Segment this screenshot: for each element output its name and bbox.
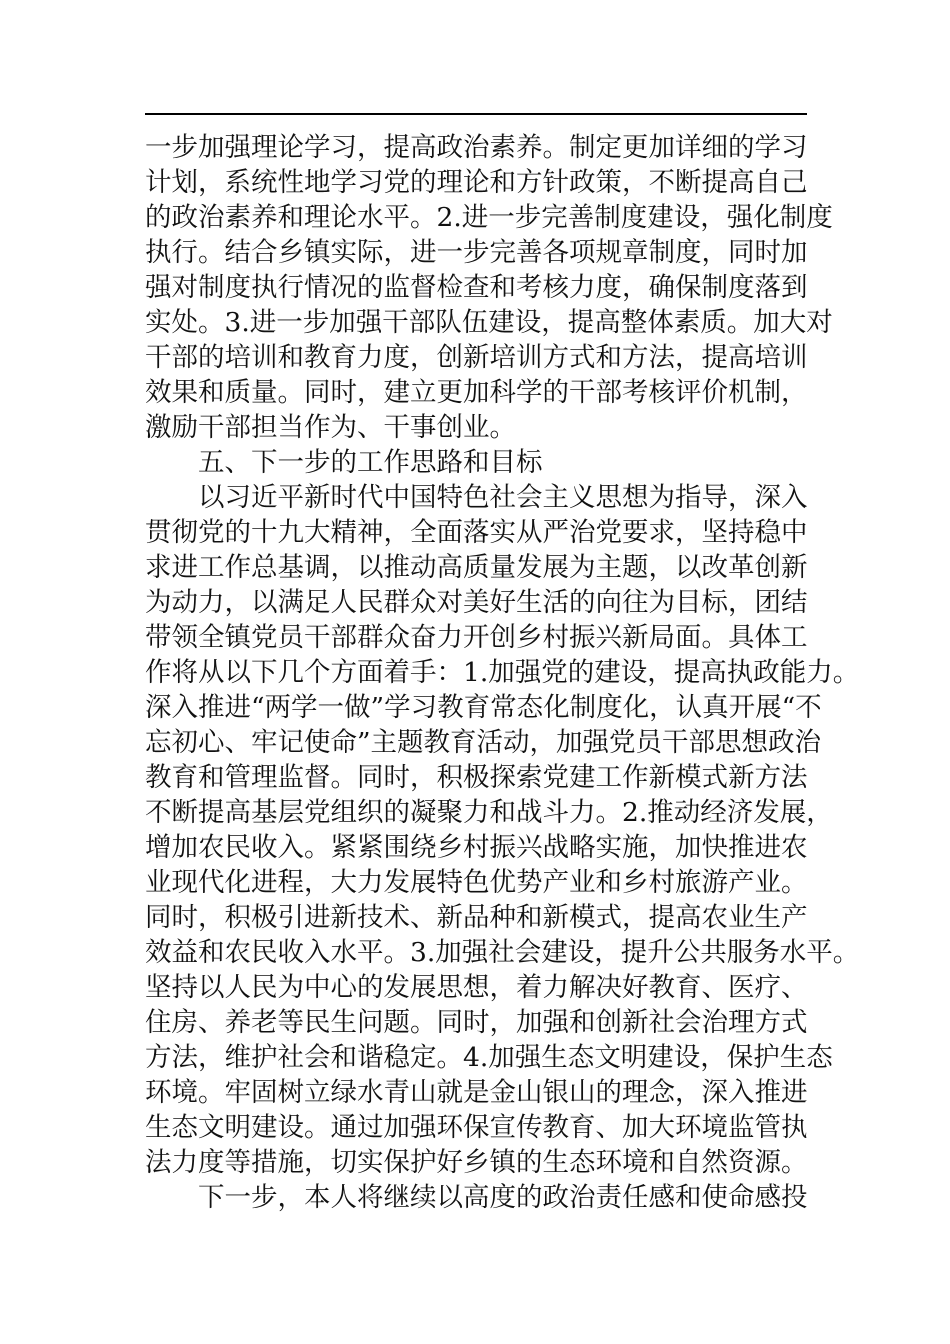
body-line: 深入推进“两学一做”学习教育常态化制度化，认真开展“不 [145, 692, 822, 723]
body-line: 业现代化进程，大力发展特色优势产业和乡村旅游产业。 [145, 867, 808, 898]
body-line: 贯彻党的十九大精神，全面落实从严治党要求，坚持稳中 [145, 517, 808, 548]
body-line: 强对制度执行情况的监督检查和考核力度，确保制度落到 [145, 272, 808, 303]
section-heading: 五、下一步的工作思路和目标 [198, 447, 543, 478]
body-line: 法力度等措施，切实保护好乡镇的生态环境和自然资源。 [145, 1147, 808, 1178]
body-line: 下一步，本人将继续以高度的政治责任感和使命感投 [198, 1182, 808, 1213]
body-line: 的政治素养和理论水平。2.进一步完善制度建设，强化制度 [145, 202, 833, 233]
body-line: 激励干部担当作为、干事创业。 [145, 412, 516, 443]
body-line: 带领全镇党员干部群众奋力开创乡村振兴新局面。具体工 [145, 622, 808, 653]
body-line: 不断提高基层党组织的凝聚力和战斗力。2.推动经济发展， [145, 797, 833, 828]
body-line: 教育和管理监督。同时，积极探索党建工作新模式新方法 [145, 762, 808, 793]
body-line: 以习近平新时代中国特色社会主义思想为指导，深入 [198, 482, 808, 513]
body-line: 求进工作总基调，以推动高质量发展为主题，以改革创新 [145, 552, 808, 583]
body-line: 坚持以人民为中心的发展思想，着力解决好教育、医疗、 [145, 972, 808, 1003]
body-line: 忘初心、牢记使命”主题教育活动，加强党员干部思想政治 [145, 727, 822, 758]
body-line: 干部的培训和教育力度，创新培训方式和方法，提高培训 [145, 342, 808, 373]
body-line: 效果和质量。同时，建立更加科学的干部考核评价机制， [145, 377, 808, 408]
body-line: 为动力，以满足人民群众对美好生活的向往为目标，团结 [145, 587, 808, 618]
body-line: 执行。结合乡镇实际，进一步完善各项规章制度，同时加 [145, 237, 808, 268]
body-line: 一步加强理论学习，提高政治素养。制定更加详细的学习 [145, 132, 808, 163]
body-line: 方法，维护社会和谐稳定。4.加强生态文明建设，保护生态 [145, 1042, 833, 1073]
body-line: 作将从以下几个方面着手：1.加强党的建设，提高执政能力。 [145, 657, 860, 688]
body-line: 计划，系统性地学习党的理论和方针政策，不断提高自己 [145, 167, 808, 198]
body-line: 实处。3.进一步加强干部队伍建设，提高整体素质。加大对 [145, 307, 833, 338]
body-line: 增加农民收入。紧紧围绕乡村振兴战略实施，加快推进农 [145, 832, 808, 863]
body-line: 生态文明建设。通过加强环保宣传教育、加大环境监管执 [145, 1112, 808, 1143]
header-rule [145, 113, 807, 115]
body-line: 效益和农民收入水平。3.加强社会建设，提升公共服务水平。 [145, 937, 860, 968]
body-line: 住房、养老等民生问题。同时，加强和创新社会治理方式 [145, 1007, 808, 1038]
body-line: 同时，积极引进新技术、新品种和新模式，提高农业生产 [145, 902, 808, 933]
body-line: 环境。牢固树立绿水青山就是金山银山的理念，深入推进 [145, 1077, 808, 1108]
